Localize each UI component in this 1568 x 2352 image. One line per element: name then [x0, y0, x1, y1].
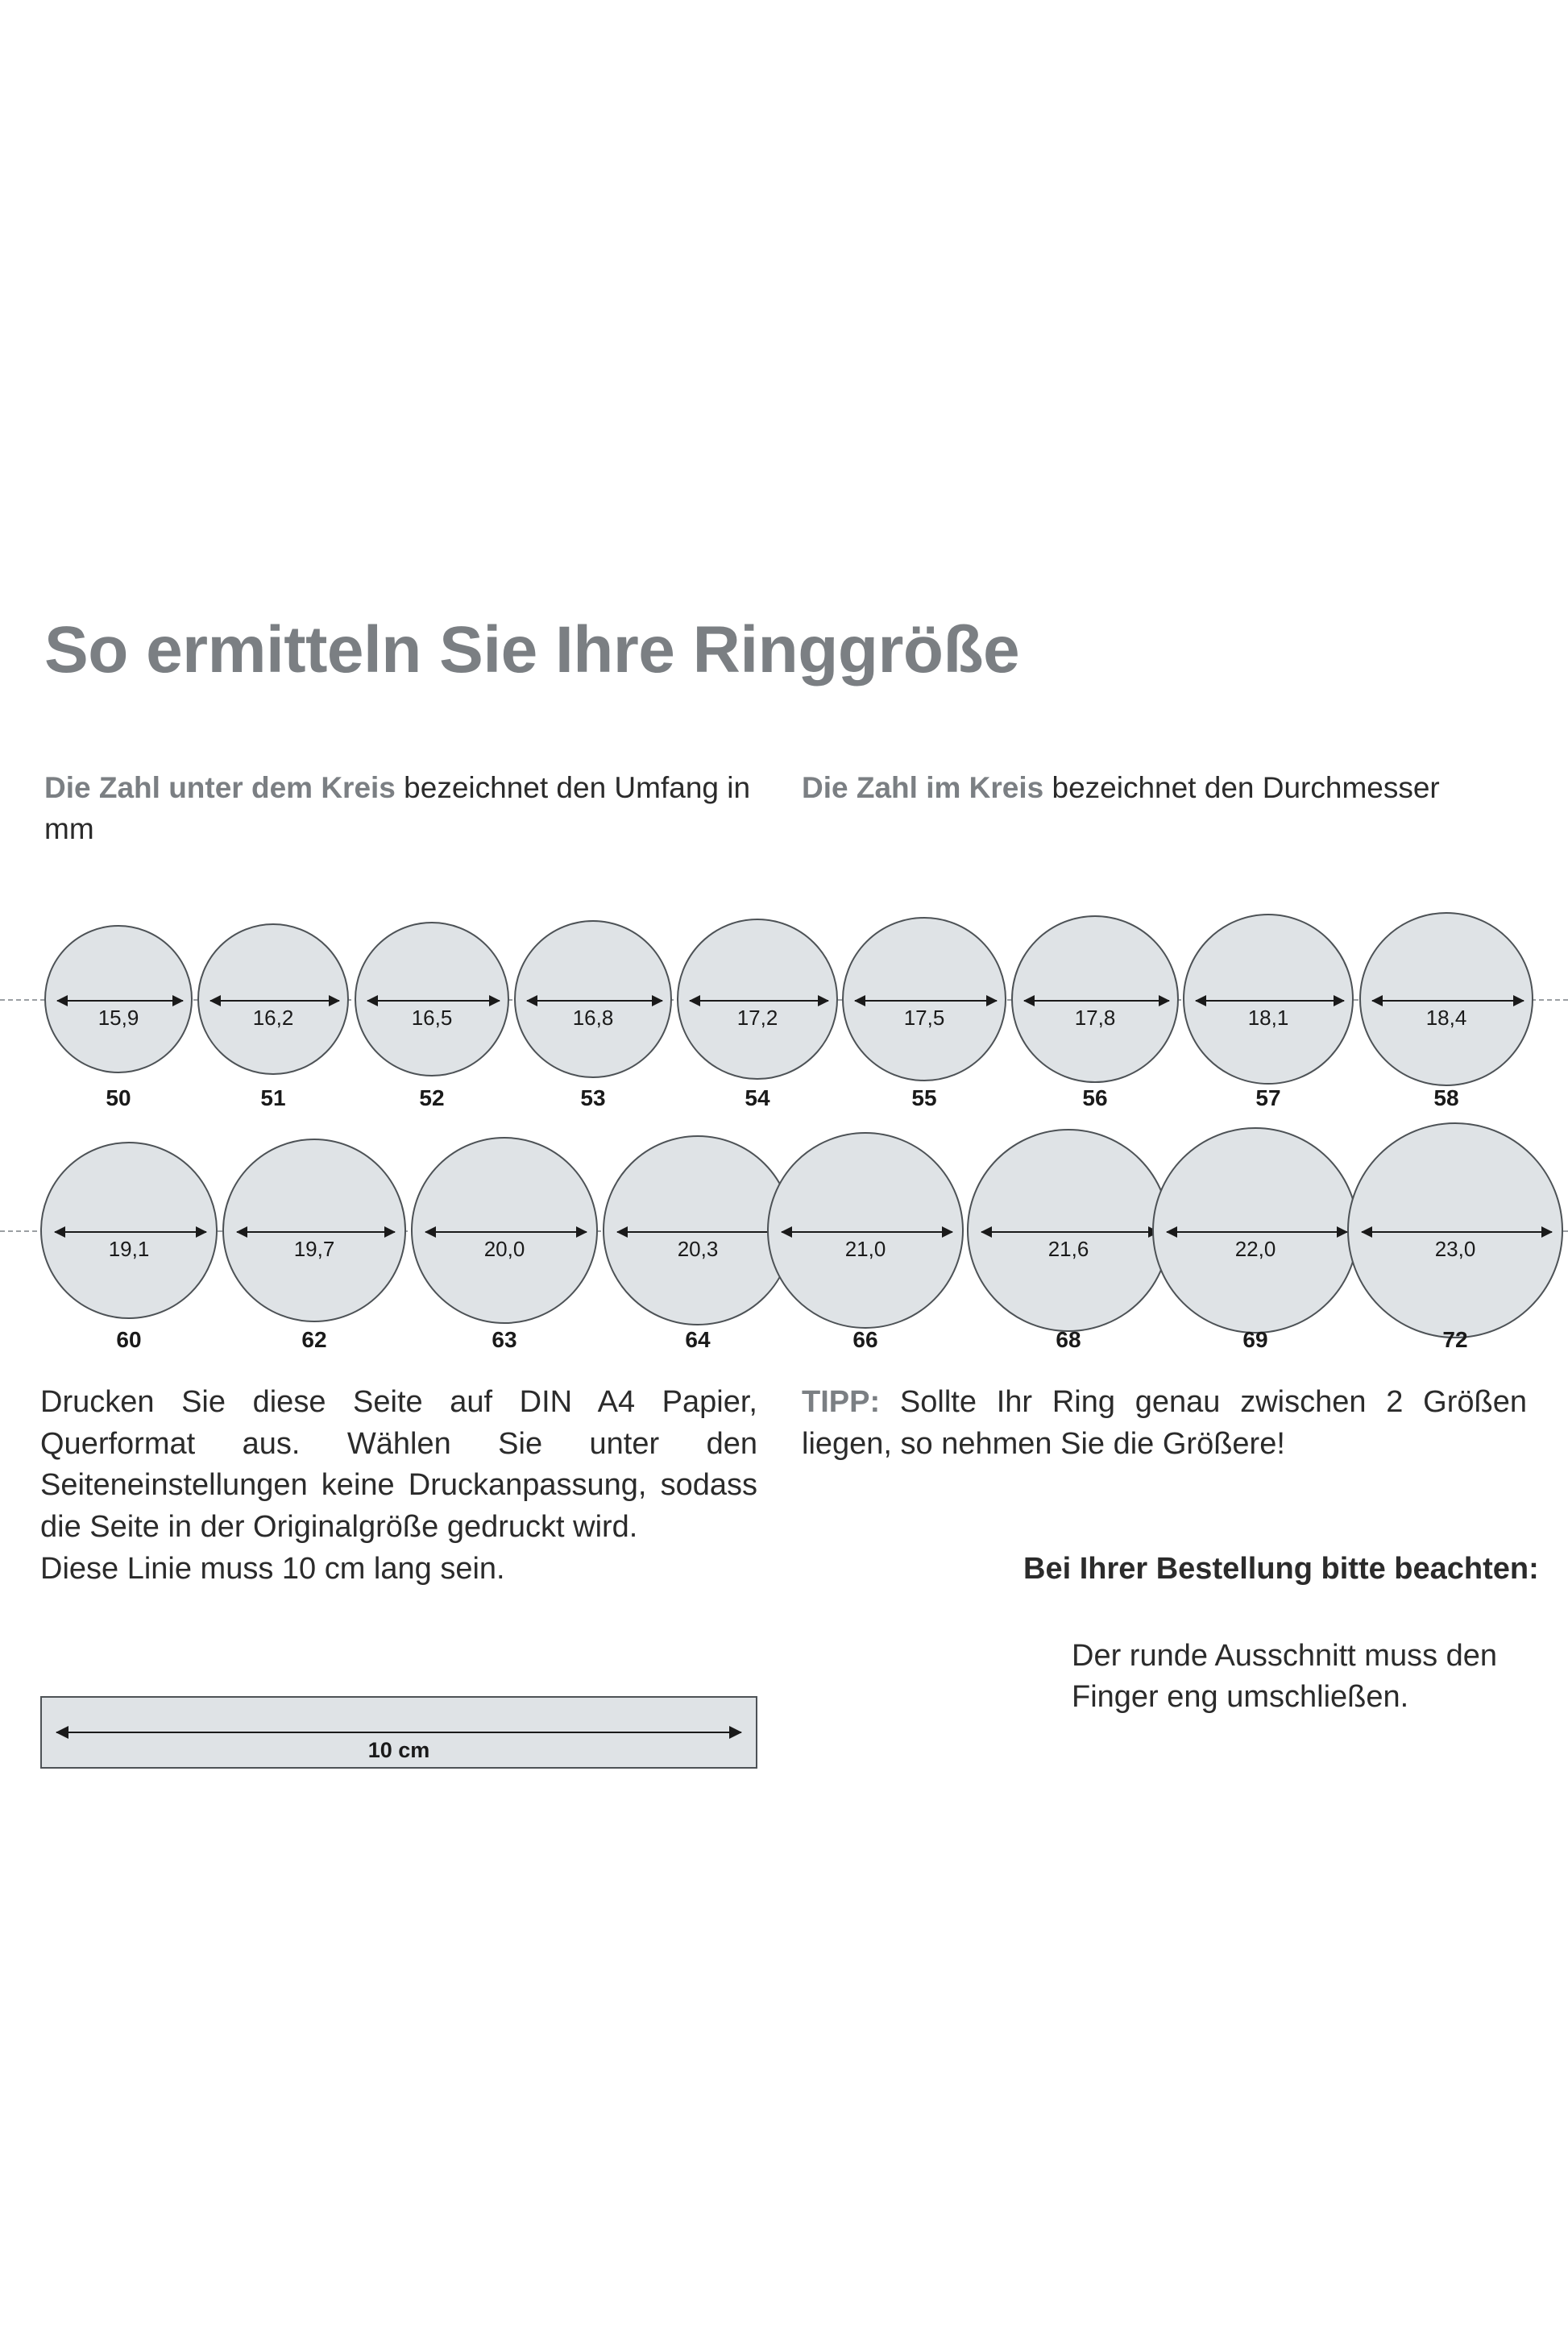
ring-diameter-label: 18,1 [1247, 1006, 1289, 1030]
ring-circle [1347, 1122, 1563, 1338]
ring-circle [44, 925, 193, 1073]
ring-circle [1152, 1127, 1359, 1334]
ring-circle [1359, 912, 1533, 1086]
intro-left-bold: Die Zahl unter dem Kreis [44, 771, 396, 804]
ring-circumference-label: 52 [419, 1085, 445, 1110]
ring-row-2 [0, 1124, 1568, 1352]
ring-diameter-label: 17,2 [736, 1006, 778, 1030]
ring-circle [967, 1129, 1170, 1332]
tipp-block [802, 1382, 1527, 1465]
diameter-arrow [425, 1231, 587, 1233]
ring-circle [222, 1139, 406, 1322]
intro-left [44, 767, 753, 849]
ring-circumference-label: 50 [106, 1085, 131, 1110]
ring-diameter-label: 23,0 [1434, 1237, 1476, 1261]
page-title: So ermitteln Sie Ihre Ringgröße [44, 613, 1020, 687]
ruler-10cm [40, 1696, 757, 1769]
ring-circle [767, 1132, 964, 1329]
ring-diameter-label: 20,0 [483, 1237, 525, 1261]
diameter-arrow [855, 1000, 997, 1002]
print-instructions-paragraph: Drucken Sie diese Seite auf DIN A4 Papier, Querformat aus. Wählen Sie unter den Seiteneinstellungen keine Druckanpassung, sodass die Seite in der Originalgröße gedruckt wird. [40, 1385, 757, 1545]
order-note-heading: Bei Ihrer Bestellung bitte beachten: [1023, 1552, 1539, 1586]
diameter-arrow [367, 1000, 500, 1002]
ring-circle [677, 919, 838, 1080]
print-instructions [40, 1382, 757, 1590]
order-note-text: Der runde Ausschnitt muss den Finger eng umschließen. [1072, 1639, 1498, 1715]
diameter-arrow [1362, 1231, 1552, 1233]
ring-diameter-label: 17,8 [1074, 1006, 1116, 1030]
ring-circle [603, 1135, 793, 1325]
ring-circumference-label: 63 [492, 1327, 517, 1352]
diameter-arrow [1196, 1000, 1344, 1002]
diameter-arrow [527, 1000, 662, 1002]
ring-diameter-label: 16,8 [572, 1006, 614, 1030]
ring-circumference-label: 68 [1056, 1327, 1081, 1352]
ring-diameter-label: 21,6 [1047, 1237, 1089, 1261]
ring-diameter-label: 21,0 [844, 1237, 886, 1261]
ring-circumference-label: 53 [580, 1085, 606, 1110]
ring-circle [514, 920, 672, 1078]
ring-circle [842, 917, 1006, 1081]
ring-circle [1011, 915, 1179, 1083]
diameter-arrow [1024, 1000, 1169, 1002]
line-length-note: Diese Linie muss 10 cm lang sein. [40, 1551, 505, 1586]
ring-circumference-label: 55 [911, 1085, 937, 1110]
ring-diameter-label: 19,1 [108, 1237, 150, 1261]
ring-circle [355, 922, 509, 1076]
intro-right-rest: bezeichnet den Durchmesser [1043, 771, 1440, 804]
ring-diameter-label: 18,4 [1425, 1006, 1467, 1030]
ring-diameter-label: 16,2 [252, 1006, 294, 1030]
diameter-arrow [55, 1231, 206, 1233]
tipp-label: TIPP: [802, 1385, 881, 1419]
tipp-text: Sollte Ihr Ring genau zwischen 2 Größen liegen, so nehmen Sie die Größere! [802, 1385, 1527, 1461]
diameter-arrow [1167, 1231, 1347, 1233]
ruler-label: 10 cm [351, 1738, 447, 1763]
ring-diameter-label: 19,7 [293, 1237, 335, 1261]
ring-circle [411, 1137, 598, 1324]
ring-circumference-label: 58 [1433, 1085, 1459, 1110]
ring-circumference-label: 72 [1442, 1327, 1468, 1352]
ring-circumference-label: 56 [1082, 1085, 1108, 1110]
ring-circumference-label: 69 [1242, 1327, 1268, 1352]
diameter-arrow [1372, 1000, 1524, 1002]
diameter-arrow [782, 1231, 952, 1233]
intro-right-bold: Die Zahl im Kreis [802, 771, 1044, 804]
ring-row-1 [0, 915, 1568, 1110]
diameter-arrow [981, 1231, 1159, 1233]
ring-diameter-label: 20,3 [677, 1237, 719, 1261]
ring-diameter-label: 22,0 [1234, 1237, 1276, 1261]
diameter-arrow [57, 1000, 183, 1002]
ring-circumference-label: 66 [852, 1327, 878, 1352]
intro-right [802, 767, 1527, 808]
ring-circle [1183, 914, 1354, 1085]
ring-circle [40, 1142, 218, 1319]
ring-diameter-label: 16,5 [411, 1006, 453, 1030]
diameter-arrow [690, 1000, 828, 1002]
diameter-arrow [210, 1000, 339, 1002]
ring-circumference-label: 64 [685, 1327, 711, 1352]
intro-left-rest: bezeichnet den Umfang in mm [44, 771, 751, 846]
ruler-arrow [56, 1732, 741, 1733]
diameter-arrow [617, 1231, 782, 1233]
diameter-arrow [237, 1231, 395, 1233]
ring-diameter-label: 15,9 [97, 1006, 139, 1030]
ring-diameter-label: 17,5 [903, 1006, 945, 1030]
ring-circle [197, 923, 349, 1075]
ring-circumference-label: 60 [116, 1327, 142, 1352]
ring-circumference-label: 62 [301, 1327, 327, 1352]
ring-circumference-label: 57 [1255, 1085, 1281, 1110]
ring-circumference-label: 54 [745, 1085, 770, 1110]
ring-circumference-label: 51 [260, 1085, 286, 1110]
